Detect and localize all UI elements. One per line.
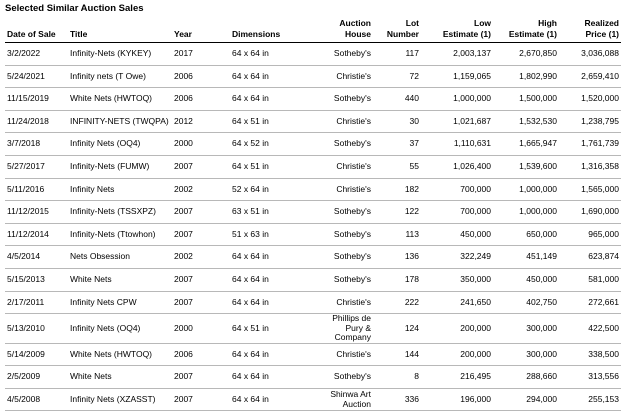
table-row xyxy=(5,314,621,344)
cell-high-estimate: 1,000,000 xyxy=(493,178,559,201)
cell-high-estimate: 288,660 xyxy=(493,366,559,389)
cell-year: 2002 xyxy=(172,246,230,269)
cell-lot-number: 182 xyxy=(373,178,421,201)
cell-dimensions: 64 x 51 in xyxy=(230,110,320,133)
table-row xyxy=(5,343,621,366)
cell-year: 2006 xyxy=(172,88,230,111)
cell-date: 2/17/2011 xyxy=(5,291,68,314)
cell-low-estimate: 350,000 xyxy=(421,268,493,291)
cell-low-estimate: 1,110,631 xyxy=(421,133,493,156)
table-header-row xyxy=(5,17,621,43)
cell-title: INFINITY-NETS (TWQPA) xyxy=(68,110,172,133)
cell-lot-number: 124 xyxy=(373,314,421,344)
cell-dimensions: 64 x 64 in xyxy=(230,291,320,314)
cell-year: 2000 xyxy=(172,314,230,344)
cell-year: 2007 xyxy=(172,291,230,314)
cell-lot-number: 113 xyxy=(373,223,421,246)
cell-high-estimate: 1,665,947 xyxy=(493,133,559,156)
cell-dimensions: 64 x 52 in xyxy=(230,133,320,156)
header-year: Year xyxy=(172,17,230,43)
cell-lot-number: 55 xyxy=(373,155,421,178)
cell-high-estimate: 1,000,000 xyxy=(493,201,559,224)
cell-title: White Nets xyxy=(68,366,172,389)
header-realized-price: Realized Price (1) xyxy=(559,17,621,43)
cell-date: 3/2/2022 xyxy=(5,43,68,66)
cell-title: White Nets (HWTOQ) xyxy=(68,343,172,366)
cell-low-estimate: 1,021,687 xyxy=(421,110,493,133)
cell-auction-house: Christie's xyxy=(320,178,373,201)
cell-year: 2012 xyxy=(172,110,230,133)
table-row xyxy=(5,88,621,111)
table-row xyxy=(5,291,621,314)
cell-auction-house: Shinwa Art Auction xyxy=(320,388,373,411)
cell-auction-house: Sotheby's xyxy=(320,246,373,269)
cell-auction-house: Sotheby's xyxy=(320,366,373,389)
cell-dimensions: 52 x 64 in xyxy=(230,178,320,201)
table-row xyxy=(5,201,621,224)
cell-year: 2007 xyxy=(172,268,230,291)
cell-dimensions: 64 x 64 in xyxy=(230,388,320,411)
cell-low-estimate: 1,026,400 xyxy=(421,155,493,178)
table-row xyxy=(5,133,621,156)
cell-realized-price: 1,520,000 xyxy=(559,88,621,111)
cell-realized-price: 1,238,795 xyxy=(559,110,621,133)
cell-lot-number: 72 xyxy=(373,65,421,88)
cell-title: Nets Obsession xyxy=(68,246,172,269)
cell-dimensions: 64 x 64 in xyxy=(230,88,320,111)
table-row xyxy=(5,110,621,133)
cell-auction-house: Christie's xyxy=(320,343,373,366)
cell-dimensions: 63 x 51 in xyxy=(230,201,320,224)
cell-year: 2006 xyxy=(172,343,230,366)
cell-high-estimate: 1,532,530 xyxy=(493,110,559,133)
cell-dimensions: 51 x 63 in xyxy=(230,223,320,246)
cell-date: 5/11/2016 xyxy=(5,178,68,201)
cell-date: 4/5/2014 xyxy=(5,246,68,269)
header-lot-number: Lot Number xyxy=(373,17,421,43)
cell-date: 11/24/2018 xyxy=(5,110,68,133)
cell-low-estimate: 450,000 xyxy=(421,223,493,246)
cell-low-estimate: 200,000 xyxy=(421,343,493,366)
cell-lot-number: 336 xyxy=(373,388,421,411)
cell-low-estimate: 216,495 xyxy=(421,366,493,389)
cell-high-estimate: 294,000 xyxy=(493,388,559,411)
page-title: Selected Similar Auction Sales xyxy=(5,3,144,14)
cell-date: 11/15/2019 xyxy=(5,88,68,111)
cell-realized-price: 422,500 xyxy=(559,314,621,344)
cell-year: 2007 xyxy=(172,223,230,246)
cell-lot-number: 178 xyxy=(373,268,421,291)
cell-date: 5/27/2017 xyxy=(5,155,68,178)
cell-date: 11/12/2014 xyxy=(5,223,68,246)
cell-auction-house: Phillips de Pury & Company xyxy=(320,314,373,344)
cell-auction-house: Sotheby's xyxy=(320,88,373,111)
cell-high-estimate: 1,539,600 xyxy=(493,155,559,178)
cell-realized-price: 313,556 xyxy=(559,366,621,389)
cell-title: Infinity-Nets (Ttowhon) xyxy=(68,223,172,246)
cell-high-estimate: 450,000 xyxy=(493,268,559,291)
cell-auction-house: Sotheby's xyxy=(320,43,373,66)
cell-lot-number: 37 xyxy=(373,133,421,156)
cell-lot-number: 8 xyxy=(373,366,421,389)
cell-lot-number: 30 xyxy=(373,110,421,133)
cell-realized-price: 1,690,000 xyxy=(559,201,621,224)
cell-high-estimate: 1,802,990 xyxy=(493,65,559,88)
cell-low-estimate: 322,249 xyxy=(421,246,493,269)
cell-date: 5/24/2021 xyxy=(5,65,68,88)
cell-dimensions: 64 x 64 in xyxy=(230,43,320,66)
cell-title: Infinity Nets (OQ4) xyxy=(68,133,172,156)
cell-low-estimate: 200,000 xyxy=(421,314,493,344)
cell-low-estimate: 1,000,000 xyxy=(421,88,493,111)
cell-low-estimate: 1,159,065 xyxy=(421,65,493,88)
cell-date: 5/15/2013 xyxy=(5,268,68,291)
header-dimensions: Dimensions xyxy=(230,17,320,43)
cell-title: Infinity-Nets (KYKEY) xyxy=(68,43,172,66)
cell-high-estimate: 402,750 xyxy=(493,291,559,314)
cell-high-estimate: 1,500,000 xyxy=(493,88,559,111)
cell-year: 2007 xyxy=(172,155,230,178)
cell-low-estimate: 196,000 xyxy=(421,388,493,411)
cell-auction-house: Christie's xyxy=(320,155,373,178)
cell-high-estimate: 300,000 xyxy=(493,343,559,366)
cell-title: Infinity Nets (XZASST) xyxy=(68,388,172,411)
cell-title: White Nets xyxy=(68,268,172,291)
cell-year: 2002 xyxy=(172,178,230,201)
cell-title: Infinity Nets CPW xyxy=(68,291,172,314)
cell-title: Infinity nets (T Owe) xyxy=(68,65,172,88)
cell-lot-number: 117 xyxy=(373,43,421,66)
table-row xyxy=(5,43,621,66)
cell-title: Infinity-Nets (FUMW) xyxy=(68,155,172,178)
cell-date: 4/5/2008 xyxy=(5,388,68,411)
cell-realized-price: 1,316,358 xyxy=(559,155,621,178)
cell-auction-house: Sotheby's xyxy=(320,223,373,246)
cell-dimensions: 64 x 51 in xyxy=(230,314,320,344)
cell-title: Infinity Nets (OQ4) xyxy=(68,314,172,344)
cell-year: 2000 xyxy=(172,133,230,156)
table-row xyxy=(5,246,621,269)
table-row xyxy=(5,65,621,88)
header-low-estimate: Low Estimate (1) xyxy=(421,17,493,43)
cell-auction-house: Sotheby's xyxy=(320,268,373,291)
cell-realized-price: 965,000 xyxy=(559,223,621,246)
cell-date: 2/5/2009 xyxy=(5,366,68,389)
cell-realized-price: 272,661 xyxy=(559,291,621,314)
cell-auction-house: Christie's xyxy=(320,110,373,133)
cell-date: 5/13/2010 xyxy=(5,314,68,344)
cell-realized-price: 2,659,410 xyxy=(559,65,621,88)
cell-dimensions: 64 x 51 in xyxy=(230,155,320,178)
table-row xyxy=(5,268,621,291)
cell-high-estimate: 300,000 xyxy=(493,314,559,344)
table-row xyxy=(5,178,621,201)
cell-date: 5/14/2009 xyxy=(5,343,68,366)
cell-auction-house: Sotheby's xyxy=(320,201,373,224)
cell-lot-number: 440 xyxy=(373,88,421,111)
cell-year: 2007 xyxy=(172,366,230,389)
cell-low-estimate: 700,000 xyxy=(421,178,493,201)
header-title: Title xyxy=(68,17,172,43)
cell-high-estimate: 650,000 xyxy=(493,223,559,246)
auction-sales-table xyxy=(5,17,621,411)
cell-auction-house: Christie's xyxy=(320,291,373,314)
table-row xyxy=(5,366,621,389)
cell-realized-price: 623,874 xyxy=(559,246,621,269)
cell-low-estimate: 2,003,137 xyxy=(421,43,493,66)
cell-date: 11/12/2015 xyxy=(5,201,68,224)
cell-year: 2007 xyxy=(172,388,230,411)
cell-auction-house: Sotheby's xyxy=(320,133,373,156)
header-date: Date of Sale xyxy=(5,17,68,43)
cell-title: White Nets (HWTOQ) xyxy=(68,88,172,111)
cell-dimensions: 64 x 64 in xyxy=(230,65,320,88)
table-row xyxy=(5,223,621,246)
cell-lot-number: 122 xyxy=(373,201,421,224)
cell-realized-price: 581,000 xyxy=(559,268,621,291)
cell-low-estimate: 700,000 xyxy=(421,201,493,224)
cell-dimensions: 64 x 64 in xyxy=(230,366,320,389)
cell-lot-number: 222 xyxy=(373,291,421,314)
cell-realized-price: 3,036,088 xyxy=(559,43,621,66)
cell-dimensions: 64 x 64 in xyxy=(230,268,320,291)
cell-high-estimate: 451,149 xyxy=(493,246,559,269)
cell-realized-price: 1,565,000 xyxy=(559,178,621,201)
table-row xyxy=(5,155,621,178)
cell-high-estimate: 2,670,850 xyxy=(493,43,559,66)
cell-year: 2017 xyxy=(172,43,230,66)
cell-dimensions: 64 x 64 in xyxy=(230,246,320,269)
cell-low-estimate: 241,650 xyxy=(421,291,493,314)
header-high-estimate: High Estimate (1) xyxy=(493,17,559,43)
cell-lot-number: 144 xyxy=(373,343,421,366)
cell-title: Infinity-Nets (TSSXPZ) xyxy=(68,201,172,224)
cell-dimensions: 64 x 64 in xyxy=(230,343,320,366)
cell-title: Infinity Nets xyxy=(68,178,172,201)
cell-year: 2007 xyxy=(172,201,230,224)
header-auction-house: Auction House xyxy=(320,17,373,43)
cell-realized-price: 255,153 xyxy=(559,388,621,411)
cell-realized-price: 1,761,739 xyxy=(559,133,621,156)
cell-year: 2006 xyxy=(172,65,230,88)
cell-realized-price: 338,500 xyxy=(559,343,621,366)
cell-auction-house: Christie's xyxy=(320,65,373,88)
cell-lot-number: 136 xyxy=(373,246,421,269)
cell-date: 3/7/2018 xyxy=(5,133,68,156)
